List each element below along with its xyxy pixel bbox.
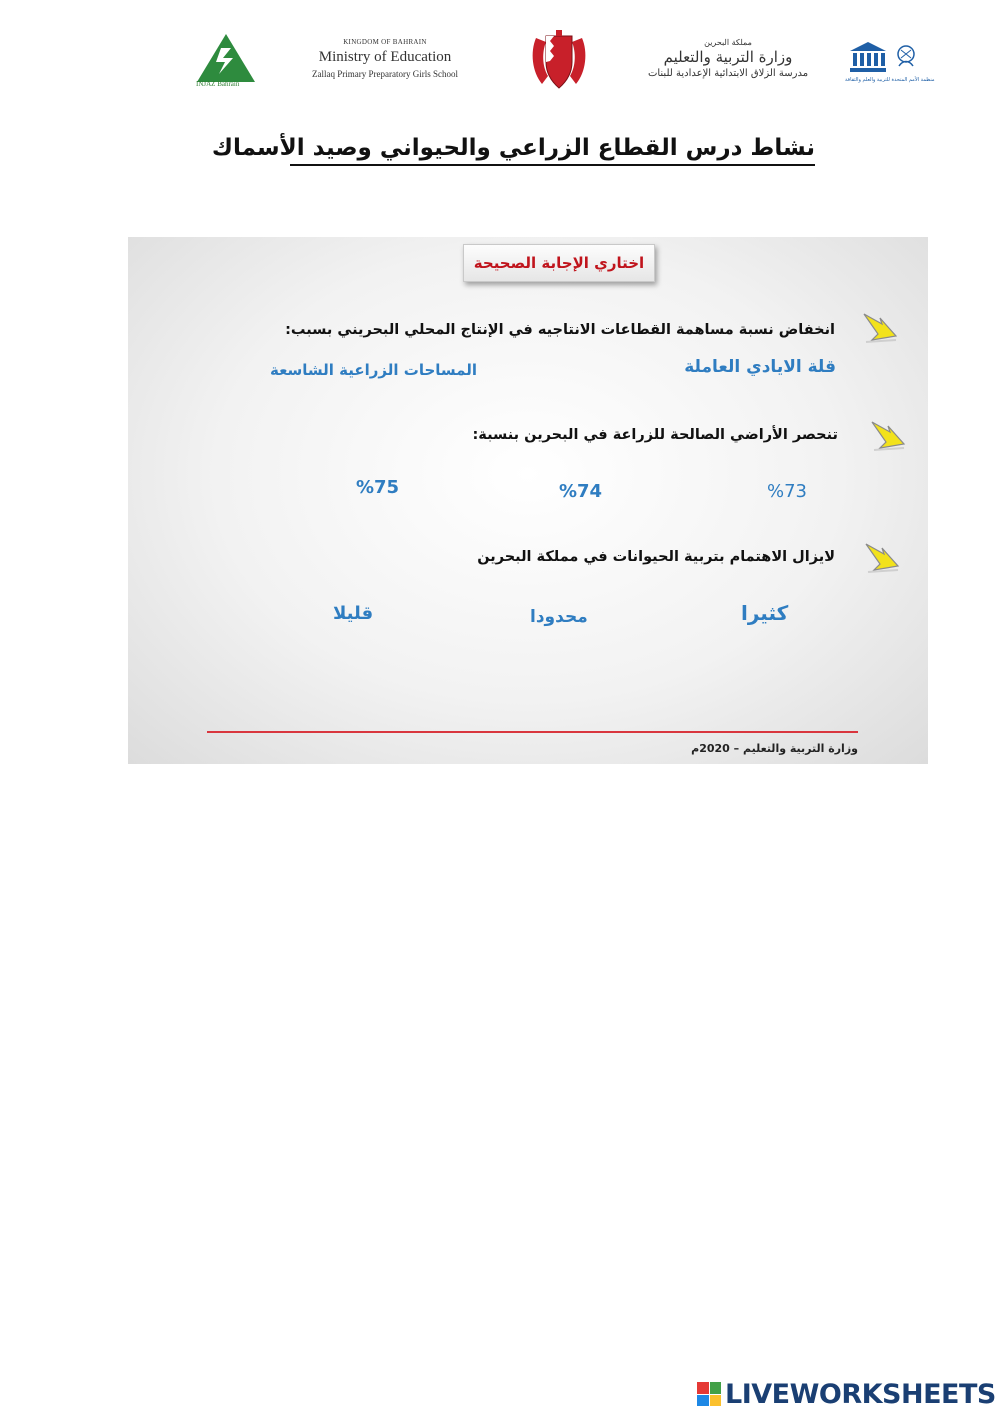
- page-title: نشاط درس القطاع الزراعي والحيواني وصيد الأسماك: [290, 132, 815, 166]
- answer-option[interactable]: كثيرا: [741, 601, 789, 625]
- liveworksheets-brand: [697, 1378, 996, 1410]
- slide-divider: [207, 731, 858, 733]
- unesco-logo: [848, 40, 888, 74]
- arrow-bullet-icon: [860, 540, 904, 580]
- associated-schools-logo: [893, 38, 919, 78]
- question-3: لايزال الاهتمام بتربية الحيوانات في مملكة البحرين: [477, 549, 835, 565]
- ministry-label: Ministry of Education: [318, 49, 452, 65]
- answer-option[interactable]: محدودا: [530, 607, 588, 627]
- ministry-english-header: [290, 38, 480, 79]
- liveworksheets-icon: [697, 1382, 721, 1406]
- answer-option[interactable]: %74: [559, 481, 603, 502]
- answer-option[interactable]: %75: [356, 477, 400, 498]
- arrow-bullet-icon: [858, 310, 902, 350]
- liveworksheets-label: LIVEWORKSHEETS: [725, 1378, 996, 1410]
- ministry-arabic-header: [638, 38, 818, 79]
- bahrain-emblem-icon: [528, 28, 590, 94]
- question-2: تنحصر الأراضي الصالحة للزراعة في البحرين بنسبة:: [472, 427, 838, 443]
- unesco-label: منظمة الأمم المتحدة للتربية والعلم والثقافة: [845, 77, 935, 83]
- answer-option[interactable]: قلة الايادي العاملة: [684, 357, 836, 377]
- arabic-ministry-label: وزارة التربية والتعليم: [663, 48, 793, 66]
- injaz-label: INJAZ Bahrain: [196, 80, 240, 88]
- arabic-kingdom-label: مملكة البحرين: [704, 38, 752, 47]
- arabic-school-label: مدرسة الزلاق الابتدائية الإعدادية للبنات: [647, 68, 809, 79]
- school-label: Zallaq Primary Preparatory Girls School: [312, 69, 458, 79]
- kingdom-label: KINGDOM OF BAHRAIN: [343, 38, 427, 46]
- answer-option[interactable]: قليلا: [333, 603, 374, 624]
- answer-option[interactable]: المساحات الزراعية الشاسعة: [269, 361, 477, 379]
- quiz-slide: [128, 237, 928, 764]
- answer-option[interactable]: %73: [767, 481, 808, 502]
- slide-instruction-badge: اختاري الإجابة الصحيحة: [463, 244, 655, 282]
- arrow-bullet-icon: [866, 418, 910, 458]
- slide-footer: وزارة التربية والتعليم – 2020م: [691, 742, 858, 755]
- question-1: انخفاض نسبة مساهمة القطاعات الانتاجيه في الإنتاج المحلي البحريني بسبب:: [285, 322, 835, 338]
